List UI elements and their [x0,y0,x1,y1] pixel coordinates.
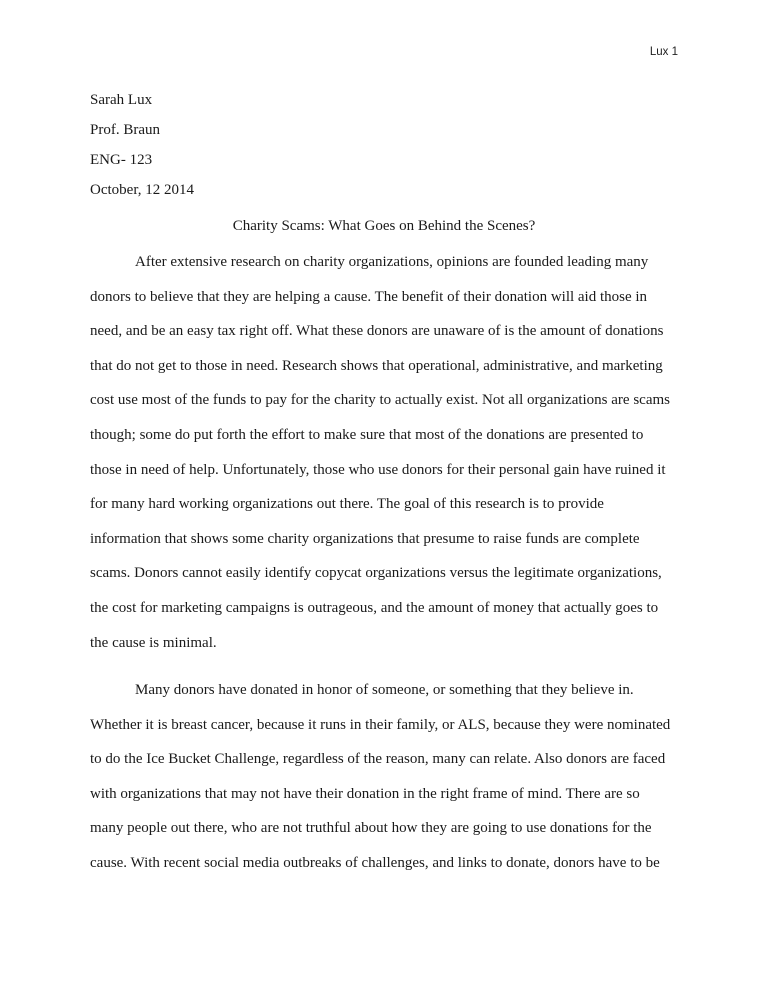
paragraph-line: many people out there, who are not truthful about how they are going to use donations for the [90,820,652,837]
paragraph-line: with organizations that may not have their donation in the right frame of mind. There are so [90,785,640,802]
professor-name: Prof. Braun [90,122,160,138]
page-number-label: Lux 1 [649,46,678,58]
paragraph-1 [90,245,670,660]
paragraph-line: Whether it is breast cancer, because it runs in their family, or ALS, because they were nominated [90,716,671,733]
paragraph-line: the cause is minimal. [90,634,217,651]
paragraph-line: cost use most of the funds to pay for the charity to actually exist. Not all organizations are scams [90,392,670,409]
author-name: Sarah Lux [90,92,153,108]
paragraph-line: to do the Ice Bucket Challenge, regardless of the reason, many can relate. Also donors are faced [90,751,666,768]
paragraph-line: though; some do put forth the effort to make sure that most of the donations are presented to [90,426,644,443]
paragraph-line: need, and be an easy tax right off. What these donors are unaware of is the amount of donations [90,323,664,340]
paragraph-line: After extensive research on charity organizations, opinions are founded leading many [135,254,649,270]
document-date: October, 12 2014 [90,182,194,198]
paragraph-line: Many donors have donated in honor of someone, or something that they believe in. [135,682,634,698]
mla-heading [90,85,194,205]
page-header [650,46,678,58]
course-name: ENG- 123 [90,152,153,168]
document-title: Charity Scams: What Goes on Behind the Scenes? [232,218,536,234]
paragraph-line: those in need of help. Unfortunately, those who use donors for their personal gain have ruined it [90,461,666,478]
paragraph-line: cause. With recent social media outbreaks of challenges, and links to donate, donors have to be [90,854,660,871]
paragraph-line: donors to believe that they are helping a cause. The benefit of their donation will aid those in [90,288,648,305]
paragraph-line: scams. Donors cannot easily identify copycat organizations versus the legitimate organizations, [90,565,662,582]
paragraph-line: for many hard working organizations out there. The goal of this research is to provide [90,496,604,513]
paragraph-line: that do not get to those in need. Research shows that operational, administrative, and marketing [90,357,663,374]
paragraph-2 [90,673,670,881]
paragraph-line: information that shows some charity organizations that presume to raise funds are complete [90,530,640,547]
paragraph-line: the cost for marketing campaigns is outrageous, and the amount of money that actually goes to [90,599,659,616]
